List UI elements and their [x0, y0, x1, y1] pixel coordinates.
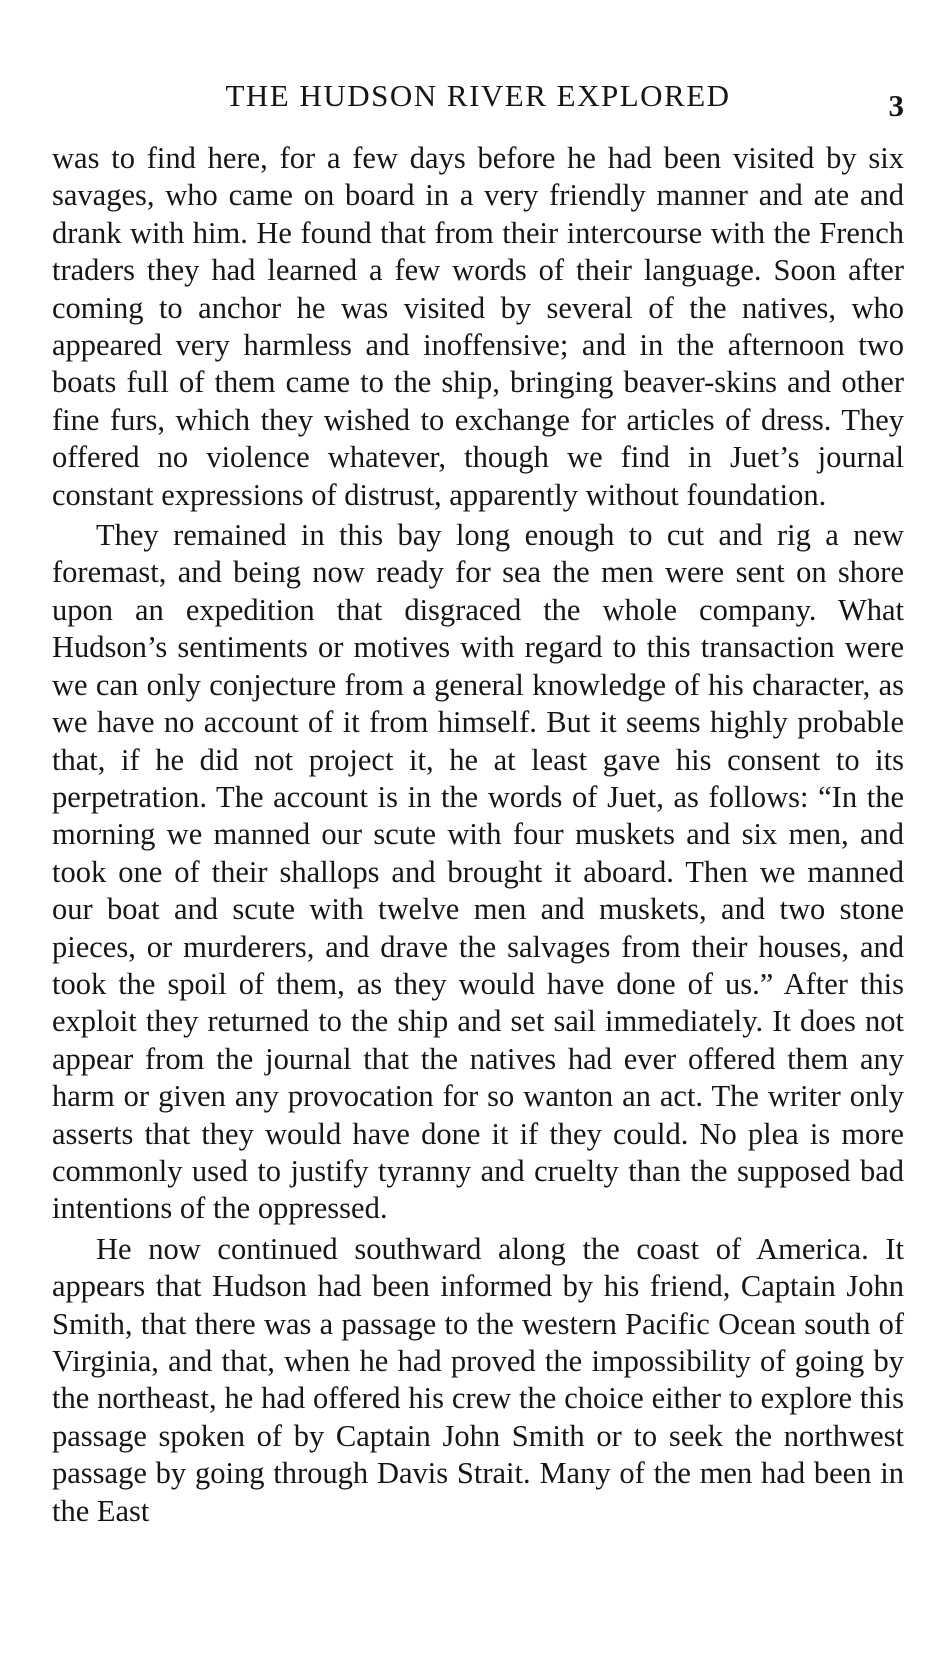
paragraph-1: was to find here, for a few days before he had been visited by six savages, who came on board in a very friendly manner and ate and drank with him. He found that from their intercourse with the French traders they had learned a few words of their language. Soon after coming to anchor he was visited by several of the natives, who appeared very harmless and inoffensive; and in the afternoon two boats full of them came to the ship, bringing beaver-skins and other fine furs, which they wished to exchange for articles of dress. They offered no violence whatever, though we find in Juet’s journal constant expressions of distrust, apparently without foundation.: [52, 141, 904, 512]
running-head: [52, 76, 904, 123]
body-text: [52, 140, 904, 1533]
page-number: 3: [888, 88, 904, 123]
paragraph-2: They remained in this bay long enough to cut and rig a new foremast, and being now ready for sea the men were sent on shore upon an expedition that disgraced the whole company. What Hudson’s sentiments or motives with regard to this transaction were we can only conjecture from a general knowledge of his character, as we have no account of it from himself. But it seems highly probable that, if he did not project it, he at least gave his consent to its perpetration. The account is in the words of Juet, as follows: “In the morning we manned our scute with four muskets and six men, and took one of their shallops and brought it aboard. Then we manned our boat and scute with twelve men and muskets, and two stone pieces, or murderers, and drave the salvages from their houses, and took the spoil of them, as they would have done of us.” After this exploit they returned to the ship and set sail immediately. It does not appear from the journal that the natives had ever offered them any harm or given any provocation for so wanton an act. The writer only asserts that they would have done it if they could. No plea is more commonly used to justify tyranny and cruelty than the supposed bad intentions of the oppressed.: [52, 518, 904, 1226]
paragraph-3: He now continued southward along the coast of America. It appears that Hudson had been informed by his friend, Captain John Smith, that there was a passage to the western Pacific Ocean south of Virginia, and that, when he had proved the impossibility of going by the northeast, he had offered his crew the choice either to explore this passage spoken of by Captain John Smith or to seek the northwest passage by going through Davis Strait. Many of the men had been in the East: [52, 1231, 904, 1528]
running-title: THE HUDSON RIVER EXPLORED: [225, 78, 731, 113]
